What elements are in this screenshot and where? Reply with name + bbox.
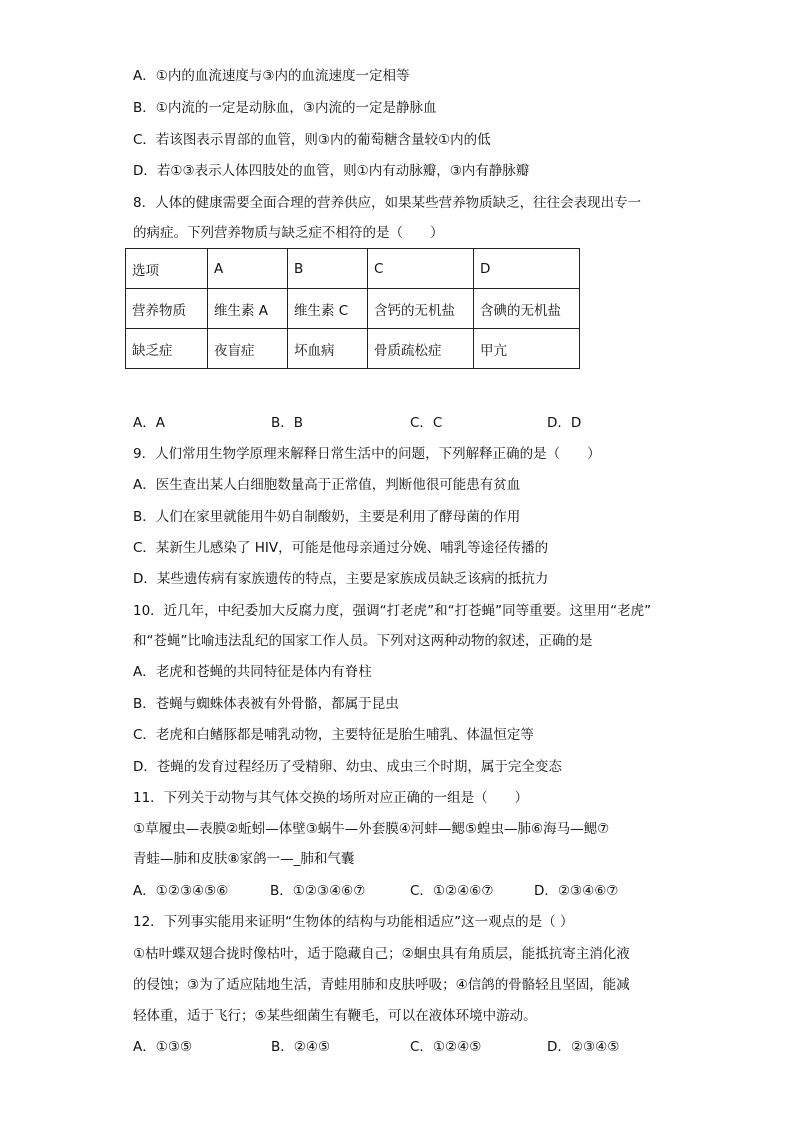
table-cell: 含碘的无机盐 (474, 289, 580, 329)
q9-option-a: A．医生查出某人白细胞数量高于正常值，判断他很可能患有贫血 (133, 477, 521, 493)
table-row (126, 329, 580, 369)
q11-option-a: A．①②③④⑤⑥ (133, 883, 229, 899)
q9-option-b: B．人们在家里就能用牛奶自制酸奶，主要是利用了酵母菌的作用 (133, 509, 521, 525)
table-cell: 维生素 A (208, 289, 288, 329)
q7-option-d: D．若①③表示人体四肢处的血管，则①内有动脉瓣，③内有静脉瓣 (133, 163, 530, 179)
table-cell: 缺乏症 (126, 329, 208, 369)
table-cell: D (474, 249, 580, 289)
q12-option-d: D．②③④⑤ (547, 1039, 620, 1055)
q11-option-c: C．①②④⑥⑦ (410, 883, 494, 899)
q11-option-b: B．①②③④⑥⑦ (270, 883, 366, 899)
q8-stem-line2: 的病症。下列营养物质与缺乏症不相符的是（ ） (133, 225, 444, 241)
q11-option-d: D．②③④⑥⑦ (534, 883, 619, 899)
table-row (126, 289, 580, 329)
q11-detail-line2: 青蛙—肺和皮肤⑧家鸽一—_肺和气囊 (133, 851, 355, 867)
q12-detail-line2: 的侵蚀；③为了适应陆地生活，青蛙用肺和皮肤呼吸；④信鸽的骨骼轻且坚固，能减 (133, 977, 630, 993)
q12-detail-line1: ①枯叶蝶双翅合拢时像枯叶，适于隐藏自己；②蛔虫具有角质层，能抵抗寄主消化液 (133, 946, 630, 962)
q7-option-a: A．①内的血流速度与③内的血流速度一定相等 (133, 68, 410, 84)
q11-options (133, 881, 673, 901)
q8-option-b: B．B (271, 415, 304, 431)
table-cell: 维生素 C (288, 289, 368, 329)
q11-detail-line1: ①草履虫—表膜②蚯蚓—体壁③蜗牛—外套膜④河蚌—鳃⑤蝗虫—肺⑥海马—鳃⑦ (133, 821, 610, 837)
q8-option-c: C．C (410, 415, 443, 431)
q12-option-a: A．①③⑤ (133, 1039, 193, 1055)
table-cell: 骨质疏松症 (368, 329, 474, 369)
q8-option-a: A．A (133, 415, 165, 431)
q12-detail-line3: 轻体重，适于飞行；⑤某些细菌生有鞭毛，可以在液体环境中游动。 (133, 1008, 537, 1024)
table-row (126, 249, 580, 289)
q11-stem: 11．下列关于动物与其气体交换的场所对应正确的一组是（ ） (133, 790, 529, 806)
table-cell: 坏血病 (288, 329, 368, 369)
nutrition-table (125, 248, 580, 369)
q10-stem-line2: 和“苍蝇”比喻违法乱纪的国家工作人员。下列对这两种动物的叙述，正确的是 (133, 633, 593, 649)
table-cell: 含钙的无机盐 (368, 289, 474, 329)
table-cell: C (368, 249, 474, 289)
q7-option-c: C．若该图表示胃部的血管，则③内的葡萄糖含量较①内的低 (133, 132, 491, 148)
table-cell: 营养物质 (126, 289, 208, 329)
q12-options (133, 1037, 673, 1057)
q10-stem-line1: 10．近几年，中纪委加大反腐力度，强调“打老虎”和“打苍蝇”同等重要。这里用“老虎” (133, 603, 652, 619)
table-cell: B (288, 249, 368, 289)
q10-option-c: C．老虎和白鳍豚都是哺乳动物，主要特征是胎生哺乳、体温恒定等 (133, 727, 534, 743)
q8-stem-line1: 8．人体的健康需要全面合理的营养供应，如果某些营养物质缺乏，往往会表现出专一 (133, 195, 642, 211)
q9-option-c: C．某新生儿感染了 HIV，可能是他母亲通过分娩、哺乳等途径传播的 (133, 540, 549, 556)
q12-stem: 12．下列事实能用来证明“生物体的结构与功能相适应”这一观点的是（ ） (133, 914, 574, 930)
table-cell: 选项 (126, 249, 208, 289)
table-cell: 夜盲症 (208, 329, 288, 369)
q10-option-d: D．苍蝇的发育过程经历了受精卵、幼虫、成虫三个时期，属于完全变态 (133, 759, 562, 775)
q8-options (133, 413, 673, 433)
q10-option-a: A．老虎和苍蝇的共同特征是体内有脊柱 (133, 664, 372, 680)
q7-option-b: B．①内流的一定是动脉血，③内流的一定是静脉血 (133, 100, 437, 116)
q8-option-d: D．D (547, 415, 582, 431)
q9-option-d: D．某些遗传病有家族遗传的特点，主要是家族成员缺乏该病的抵抗力 (133, 571, 549, 587)
q9-stem: 9．人们常用生物学原理来解释日常生活中的问题，下列解释正确的是（ ） (133, 446, 601, 462)
table-cell: 甲亢 (474, 329, 580, 369)
q12-option-c: C．①②④⑤ (410, 1039, 482, 1055)
q10-option-b: B．苍蝇与蜘蛛体表被有外骨骼，都属于昆虫 (133, 696, 399, 712)
table-cell: A (208, 249, 288, 289)
q12-option-b: B．②④⑤ (271, 1039, 331, 1055)
